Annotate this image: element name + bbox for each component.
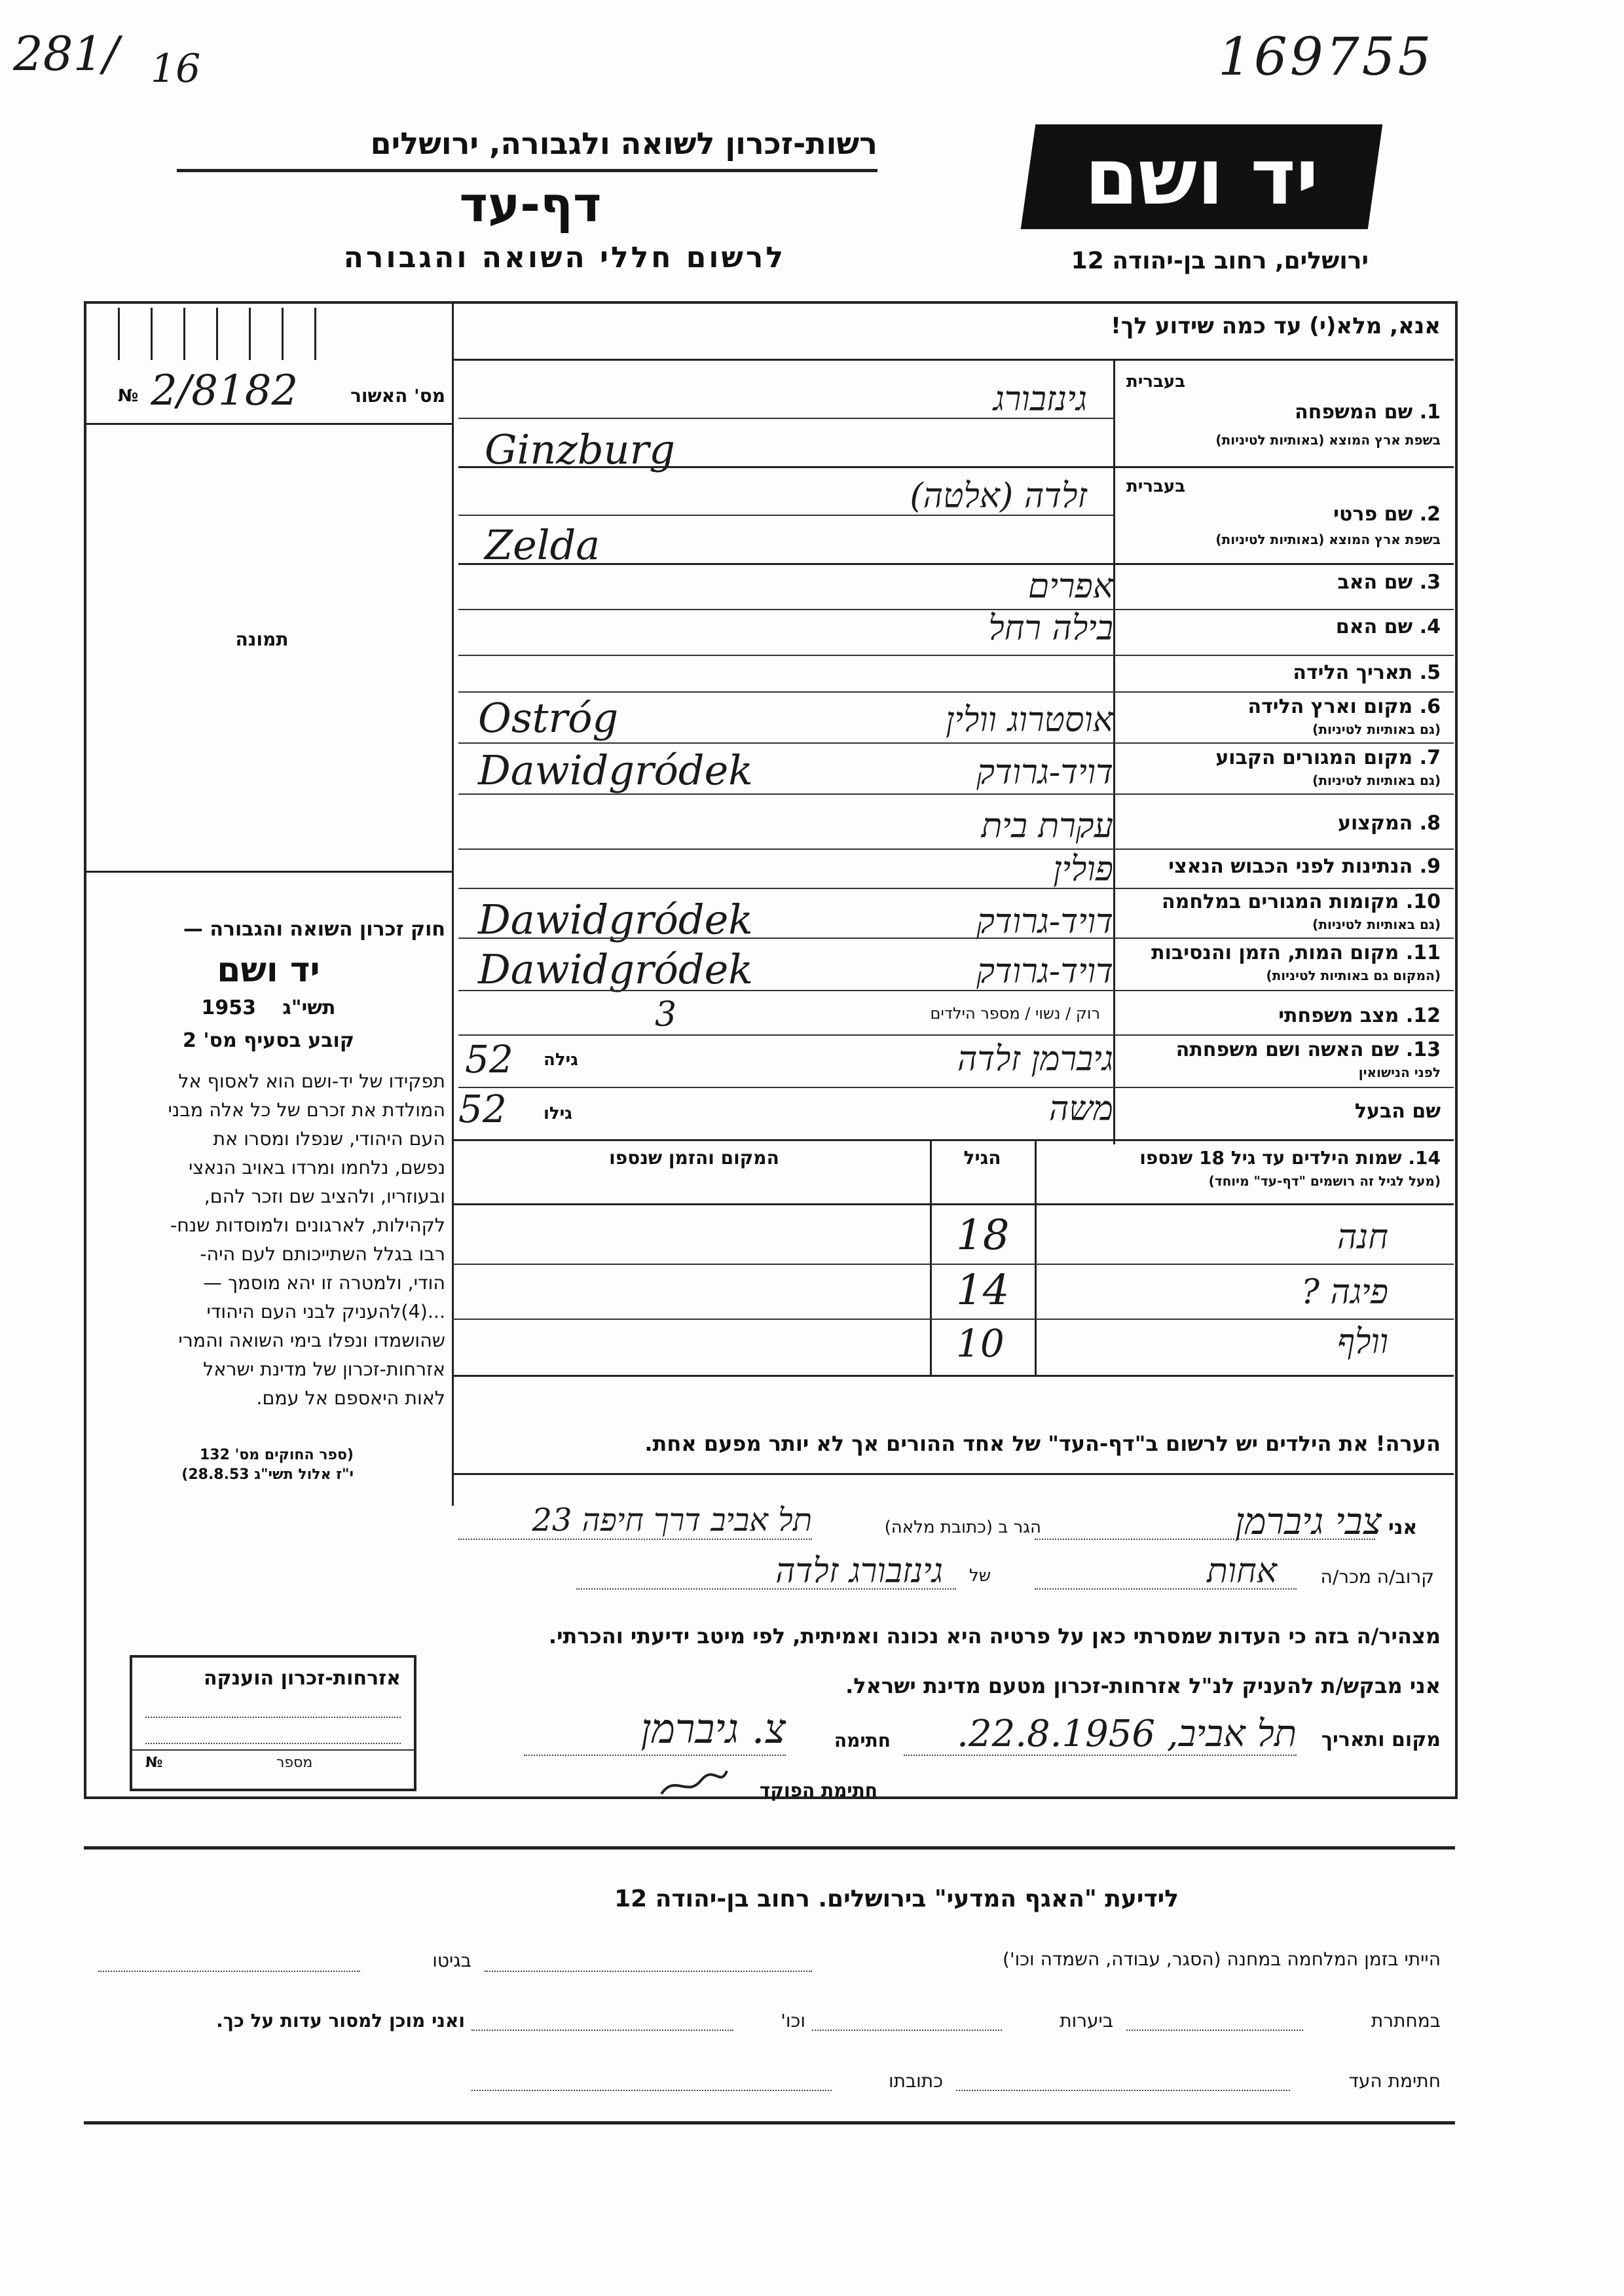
f1-heb-value[interactable]: גינזבורג (993, 380, 1087, 419)
bottom-line1-a: הייתי בזמן המלחמה במחנה (הסגר, עבודה, השמדה וכו') (1002, 1948, 1441, 1970)
f7-heb-value[interactable]: דויד-גרודק (976, 753, 1113, 792)
children-label: 14. שמות הילדים עד גיל 18 שנספו (1139, 1147, 1441, 1169)
law-line: נפשם, נלחמו ומרדו באויב הנאצי (188, 1157, 445, 1178)
child-age[interactable]: 10 (956, 1321, 1005, 1366)
yad-vashem-logo (1021, 124, 1382, 229)
children-note: הערה! את הילדים יש לרשום ב"דף-העד" של אחד ההורים אך לא יותר מפעם אחת. (644, 1431, 1441, 1456)
f11-lat-value[interactable]: Dawidgródek (478, 945, 753, 993)
f12-options: רוק / נשוי / מספר הילדים (930, 1004, 1100, 1023)
barcode-marks (105, 308, 327, 367)
declaration-text: מצהיר/ה בזה כי העדות שמסרתי כאן על פרטיה היא נכונה ואמיתית, לפי מיטב ידיעתי והכרתי. (548, 1624, 1441, 1649)
law-line: שהושמדו ונפלו בימי השואה והמרי (178, 1330, 445, 1351)
relation-label: קרוב/ה מכר/ה (1320, 1566, 1434, 1588)
law-line: לקהילות, לארגונים ולמוסדות שנח- (170, 1214, 445, 1236)
officer-label: חתימת הפוקד (759, 1779, 877, 1801)
children-age-col: הגיל (963, 1147, 1001, 1169)
bottom-line2-a: במחתרת (1371, 2010, 1441, 2032)
f8-label: 8. המקצוע (1337, 812, 1441, 835)
f7-label: 7. מקום המגורים הקבוע (1215, 746, 1441, 769)
f3-value[interactable]: אפרים (1027, 567, 1113, 606)
bottom-line2-d: ואני מוכן למסור עדות על כך. (216, 2010, 465, 2032)
law-line: רבו בגלל השתייכותם לעם היה- (200, 1243, 445, 1265)
bottom-line3-a: חתימת העד (1348, 2070, 1441, 2092)
header-address: ירושלים, רחוב בן-יהודה 12 (1071, 247, 1369, 274)
children-sub: (מעל לגיל זה רושמים "דף-עד" מיוחד) (1208, 1173, 1441, 1189)
f10-lat-value[interactable]: Dawidgródek (478, 896, 753, 943)
f3-label: 3. שם האב (1337, 571, 1441, 594)
law-year-number: 1953 (201, 996, 256, 1019)
law-name: יד ושם (217, 951, 320, 990)
f2-label: 2. שם פרטי (1333, 503, 1441, 526)
f13-value[interactable]: גיברמן זלדה (957, 1040, 1113, 1079)
f1-sub: בשפת ארץ המוצא (באותיות לטיניות) (1215, 432, 1441, 448)
f7-sub: (גם באותיות לטיניות) (1312, 773, 1441, 788)
f11-heb-value[interactable]: דויד-גרודק (976, 952, 1113, 991)
child-age[interactable]: 18 (956, 1211, 1010, 1260)
bottom-line2-b: ביערות (1060, 2010, 1113, 2032)
declarant-resides-label: הגר ב (כתובת מלאה) (884, 1518, 1041, 1537)
f4-value[interactable]: בילה רחל (988, 609, 1113, 648)
law-line: אזרחות-זכרון של מדינת ישראל (203, 1358, 445, 1380)
bottom-line3-b: כתובתו (888, 2070, 943, 2092)
signature-value[interactable]: צ. גיברמן (640, 1705, 786, 1753)
officer-signature[interactable] (655, 1768, 733, 1800)
f12-label: 12. מצב משפחתי (1278, 1004, 1441, 1027)
declarant-address[interactable]: תל אביב דרך חיפה 23 (532, 1502, 812, 1539)
of-label: של (969, 1566, 991, 1586)
of-name[interactable]: גינזבורג זלדה (775, 1552, 943, 1591)
f10-sub: (גם באותיות לטיניות) (1312, 917, 1441, 932)
f1-lat-value[interactable]: Ginzburg (485, 426, 675, 473)
f13-sub: לפני הנישואין (1358, 1065, 1441, 1080)
law-section: קובע בסעיף מס' 2 (183, 1029, 354, 1052)
law-line: העם היהודי, שנפלו ומסרו את (213, 1128, 445, 1150)
logo-text: יד ושם (1084, 132, 1319, 222)
husband-value[interactable]: משה (1048, 1089, 1113, 1129)
bottom-line2-c: וכו' (781, 2010, 805, 2032)
law-ref-2: י"ז אלול תשי"ג 28.8.53) (181, 1467, 354, 1483)
f2-sub: בשפת ארץ המוצא (באותיות לטיניות) (1215, 532, 1441, 547)
f13-age[interactable]: 52 (465, 1037, 513, 1082)
place-date-value[interactable]: תל אביב, 22.8.1956. (957, 1713, 1297, 1755)
citizenship-number-label: מספר (276, 1755, 313, 1771)
f2-heb-value[interactable]: זלדה (אלטה) (910, 477, 1087, 516)
place-date-label: מקום ותאריך (1321, 1728, 1441, 1751)
husband-age[interactable]: 52 (458, 1087, 507, 1131)
cert-no-prefix: № (118, 386, 139, 406)
law-line: ובעוזריו, ולהציב שם וזכר להם, (204, 1186, 445, 1207)
relation-value[interactable]: אחות (1207, 1552, 1277, 1591)
f9-label: 9. הנתינות לפני הכבוש הנאצי (1168, 855, 1441, 878)
f11-sub: (המקום גם באותיות לטיניות) (1266, 968, 1441, 983)
law-line: הודי, ולמטרה זו יהא מוסמך — (203, 1272, 445, 1294)
declarant-i-label: אני (1388, 1516, 1418, 1539)
form-subtitle: לרשום חללי השואה והגבורה (343, 241, 786, 274)
declarant-name[interactable]: צבי גיברמן (1235, 1501, 1382, 1543)
corner-note: 281/ (13, 26, 119, 81)
archive-number: 169755 (1218, 26, 1434, 87)
f6-sub: (גם באותיות לטיניות) (1312, 721, 1441, 737)
citizenship-title: אזרחות-זכרון הוענקה (203, 1667, 401, 1690)
child-name[interactable]: חנה (1337, 1218, 1388, 1257)
f4-label: 4. שם האם (1335, 615, 1441, 638)
law-ref-1: (ספר החוקים מס' 132 (199, 1447, 354, 1463)
f8-value[interactable]: עקרת בית (981, 807, 1113, 846)
law-year (92, 996, 445, 1019)
children-place-col: המקום והזמן שנספו (609, 1147, 779, 1169)
law-line: המולדת את זכרם של כל אלה מבני (168, 1099, 445, 1121)
corner-note-2: 16 (151, 46, 201, 92)
f2-lat-value[interactable]: Zelda (485, 521, 600, 569)
bottom-title: לידיעת "האגף המדעי" בירושלים. רחוב בן-יהודה 12 (614, 1886, 1179, 1912)
f1-lang-heb: בעברית (1126, 372, 1186, 392)
law-head: חוק זכרון השואה והגבורה — (183, 918, 445, 941)
citizenship-box (130, 1655, 416, 1791)
f1-label: 1. שם המשפחה (1295, 401, 1441, 424)
f5-label: 5. תאריך הלידה (1293, 661, 1441, 684)
request-text: אני מבקש/ת להעניק לנ"ל אזרחות-זכרון מטעם מדינת ישראל. (845, 1673, 1441, 1698)
f9-value[interactable]: פולין (1053, 850, 1113, 889)
f10-heb-value[interactable]: דויד-גרודק (976, 902, 1113, 941)
husband-label: שם הבעל (1354, 1100, 1441, 1123)
photo-label: תמונה (235, 629, 289, 650)
child-name[interactable]: פיגה ? (1301, 1273, 1388, 1312)
citizenship-no-prefix: № (145, 1755, 163, 1771)
f13-age-label: גילה (544, 1050, 578, 1070)
f12-value[interactable]: 3 (655, 995, 677, 1034)
f6-label: 6. מקום וארץ הלידה (1247, 695, 1441, 718)
bottom-line1-b: בגיטו (432, 1950, 471, 1971)
cert-label: מס' האשור (350, 385, 445, 407)
husband-age-label: גילו (544, 1104, 572, 1123)
authority-name: רשות-זכרון לשואה ולגבורה, ירושלים (370, 126, 877, 161)
officer-signature-mark (655, 1768, 733, 1800)
f10-label: 10. מקומות המגורים במלחמה (1162, 890, 1441, 913)
f6-heb-value[interactable]: אוסטרוג וולין (946, 701, 1113, 740)
f6-lat-value[interactable]: Ostróg (478, 694, 619, 742)
f13-label: 13. שם האשה ושם משפחתה (1175, 1038, 1441, 1061)
form-title: דף-עד (459, 177, 602, 233)
child-name[interactable]: וולף (1337, 1322, 1388, 1362)
law-line: ...(4)להעניק לבני העם היהודי (206, 1301, 445, 1322)
law-line: תפקידו של יד-ושם הוא לאסוף אל (178, 1070, 445, 1092)
law-year-hebrew: תשי"ג (282, 996, 336, 1019)
cert-number: 2/8182 (151, 367, 299, 415)
signature-label: חתימה (834, 1730, 891, 1751)
f11-label: 11. מקום המות, הזמן והנסיבות (1151, 941, 1441, 964)
instruction: אנא, מלא(י) עד כמה שידוע לך! (1111, 313, 1441, 339)
law-body (92, 1067, 445, 1413)
f7-lat-value[interactable]: Dawidgródek (478, 746, 753, 794)
f2-lang-heb: בעברית (1126, 477, 1186, 496)
law-line: לאות היאספם אל עמם. (256, 1387, 445, 1409)
child-age[interactable]: 14 (956, 1266, 1010, 1315)
